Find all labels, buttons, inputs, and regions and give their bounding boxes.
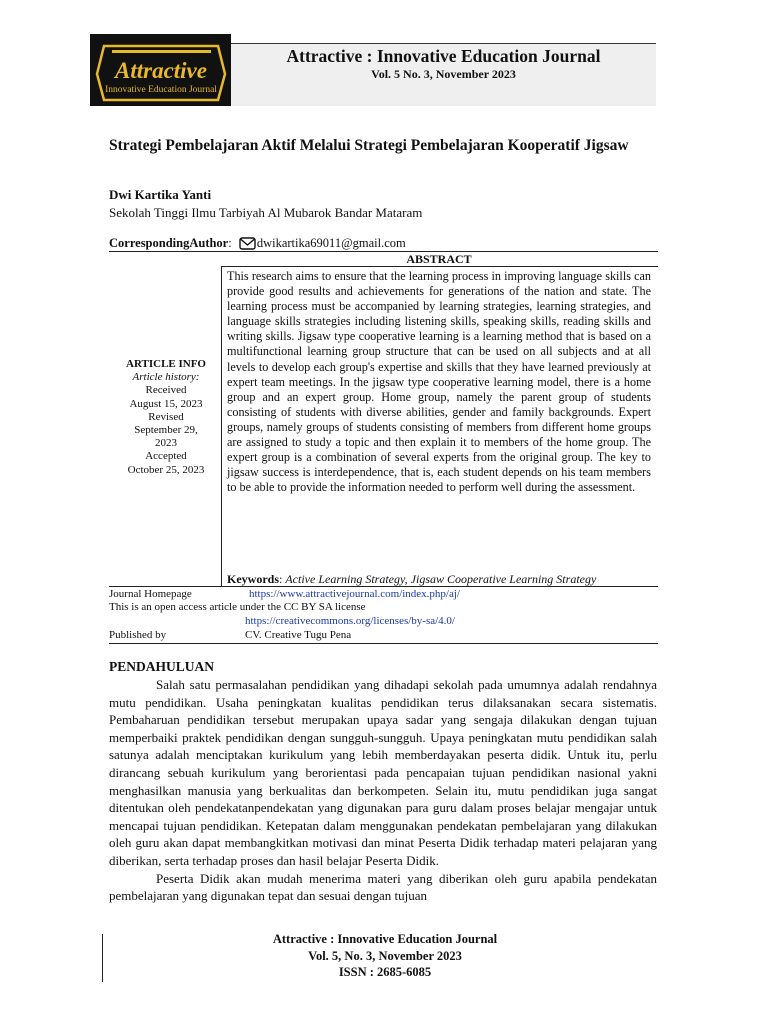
abstract-heading: ABSTRACT [406,252,472,266]
footer-issn: ISSN : 2685-6085 [338,965,432,979]
homepage-label: Journal Homepage [109,588,192,600]
footer-journal: Attractive : Innovative Education Journal [272,932,498,946]
journal-volume: Vol. 5 No. 3, November 2023 [371,67,516,81]
corresponding-label: CorrespondingAuthor [109,236,229,250]
keywords-label: Keywords [227,572,279,586]
corresponding-email[interactable]: dwikartika69011@gmail.com [256,236,406,250]
license-link[interactable]: https://creativecommons.org/licenses/by-sa/4.0/ [245,615,455,627]
body-text [109,676,657,905]
accepted-date: October 25, 2023 [127,463,205,476]
corresponding-separator: : [228,236,232,250]
publisher-name: CV. Creative Tugu Pena [245,629,352,641]
body-paragraph: Peserta Didik akan mudah menerima materi yang diberikan oleh guru apabila pendekatan pembelajaran yang digunakan tepat dan sesuai dengan tujuan [109,870,657,904]
keywords-line: Keywords: Active Learning Strategy, Jigsaw Cooperative Learning Strategy [227,572,597,586]
body-paragraph: Salah satu permasalahan pendidikan yang dihadapi sekolah pada umumnya adalah rendahnya mutu pendidikan. Usaha peningkatan kualitas pendidikan terus dilaksanakan secara sistematis. Pembaharuan pendidikan tersebut merupakan upaya sadar yang sengaja dilakukan dengan tujuan memperbaiki praktek pendidikan dengan sungguh-sungguh. Upaya peningkatan mutu pendidikan salah satunya adalah menciptakan kurikulum yang lebih memberdayakan peserta didik. Untuk itu, perlu dirancang sebuah kurikulum yang berorientasi pada pencapaian tujuan pendidikan nasional yakni menghasilkan manusia yang berkualitas dan berkompeten. Selain itu, mutu pendidikan juga sangat ditentukan oleh pendekatanpendekatan yang digunakan para guru dalam proses belajar mengajar untuk mencapai tujuan pendidikan. Ketepatan dalam menggunakan pendekatan pembelajaran yang dilakukan oleh guru akan dapat membangkitkan motivasi dan minat Peserta Didik terhadap materi pelajaran yang diberikan, serta terhadap proses dan hasil belajar Peserta Didik. [109,677,657,868]
logo-word: Attractive [115,58,207,83]
homepage-link[interactable]: https://www.attractivejournal.com/index.php/aj/ [249,588,460,600]
abstract-text: This research aims to ensure that the learning process in improving language skills can provide good results and achievements for generations of the nation and state. The learning process must be accompanied by learning strategies, learning strategies, and language skills strategies including listening skills, speaking skills, reading skills and writing skills. Jigsaw type cooperative learning is a learning method that is based on a multifunctional learning group structure that can be used on all subjects and at all levels to develop each group's expertise and skills that they have learned previously at expert team meetings. In the jigsaw type cooperative learning model, there is a home group and an expert group. Home group, namely the parent group of students consisting of students with diverse abilities, gender and family backgrounds. Expert groups, namely groups of students consisting of members from different home groups are assigned to study a topic and then explain it to members of the home group. The expert group is a combination of several experts from the original group. The key to jigsaw success is interdependence, that is, each student depends on his team members to be able to provide the information needed to perform well during the assessment. [227,269,651,495]
received-date: August 15, 2023 [129,397,203,410]
article-info [110,358,222,477]
license-text: This is an open access article under the CC BY SA license [109,601,366,613]
accepted-label: Accepted [145,450,187,463]
keywords-value: Active Learning Strategy, Jigsaw Cooperative Learning Strategy [285,572,597,586]
article-info-heading: ARTICLE INFO [126,358,206,370]
meta-bottom-rule [109,643,658,644]
received-label: Received [145,384,187,397]
abstract-heading-rule [222,266,658,267]
published-by-label: Published by [109,629,167,641]
journal-logo [90,34,231,106]
logo-emblem [90,34,231,106]
revised-date: September 29, 2023 [134,424,198,450]
mail-icon [239,237,256,250]
abstract-bottom-rule [109,586,658,587]
article-history-label: Article history: [132,371,200,384]
logo-subtitle: Innovative Education Journal [105,85,217,95]
page-footer [220,931,550,981]
footer-divider [102,934,103,982]
corresponding-author [109,236,406,251]
footer-volume: Vol. 5, No. 3, November 2023 [308,948,462,963]
revised-label: Revised [148,410,184,423]
article-title: Strategi Pembelajaran Aktif Melalui Strategi Pembelajaran Kooperatif Jigsaw [109,137,629,154]
journal-title: Attractive : Innovative Education Journal [286,46,601,66]
section-heading: PENDAHULUAN [109,659,215,674]
author-affiliation: Sekolah Tinggi Ilmu Tarbiyah Al Mubarok Bandar Mataram [109,205,423,220]
header-divider [231,43,656,44]
author-name: Dwi Kartika Yanti [109,187,212,202]
